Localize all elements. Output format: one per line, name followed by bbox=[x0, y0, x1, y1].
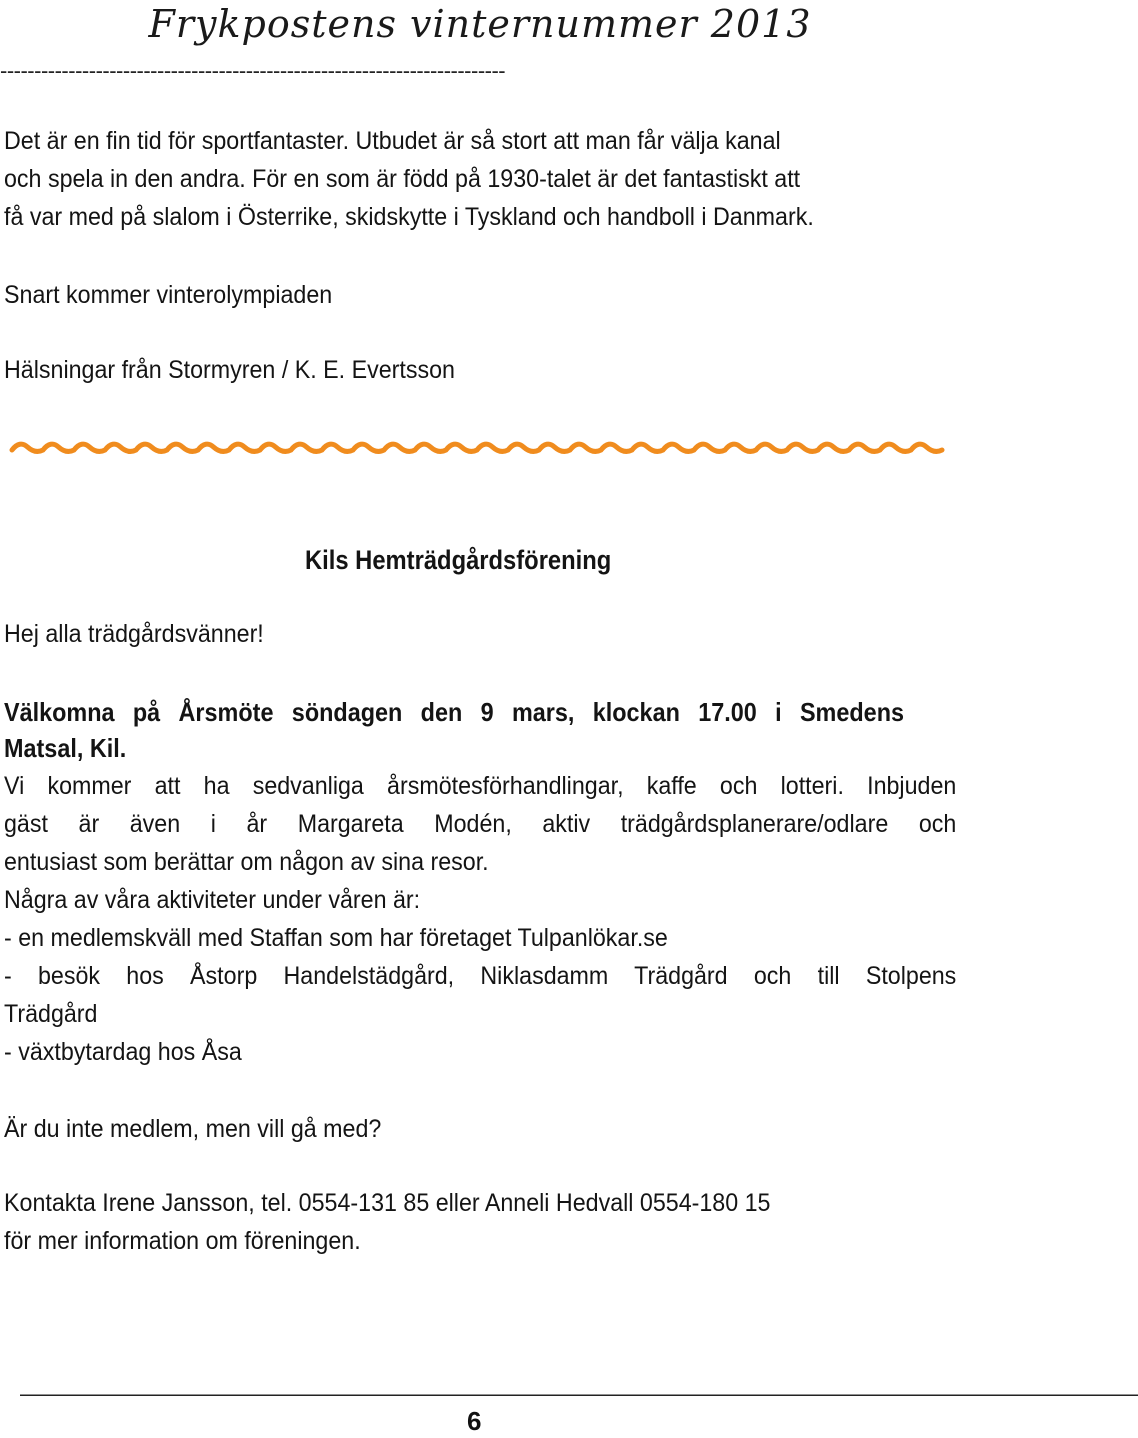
contact-info bbox=[4, 1184, 888, 1260]
activity-item: - besök hos Åstorp Handelstädgård, Niklasdamm Trädgård och till Stolpens bbox=[4, 962, 957, 990]
greeting-signature: Hälsningar från Stormyren / K. E. Evertsson bbox=[4, 356, 455, 384]
meeting-line: Välkomna på Årsmöte söndagen den 9 mars, klockan 17.00 i Smedens bbox=[4, 697, 904, 727]
org-heading: Kils Hemträdgårdsförening bbox=[305, 545, 612, 575]
contact-line: för mer information om föreningen. bbox=[4, 1227, 361, 1255]
activity-item: - en medlemskväll med Staffan som har företaget Tulpanlökar.se bbox=[4, 924, 668, 952]
salutation: Hej alla trädgårdsvänner! bbox=[4, 620, 264, 648]
olympics-note: Snart kommer vinterolympiaden bbox=[4, 281, 333, 309]
page-number: 6 bbox=[467, 1406, 482, 1436]
newsletter-title: Frykpostens vinternummer 2013 bbox=[148, 2, 812, 46]
sport-line: och spela in den andra. För en som är född på 1930-talet är det fantastiskt att bbox=[4, 165, 801, 193]
body-line: Vi kommer att ha sedvanliga årsmötesförhandlingar, kaffe och lotteri. Inbjuden bbox=[4, 772, 957, 800]
sport-line: Det är en fin tid för sportfantaster. Utbudet är så stort att man får välja kanal bbox=[4, 127, 781, 155]
membership-question: Är du inte medlem, men vill gå med? bbox=[4, 1115, 382, 1143]
body-line: Några av våra aktiviteter under våren är: bbox=[4, 886, 421, 914]
orange-wave-divider bbox=[10, 432, 942, 462]
contact-line: Kontakta Irene Jansson, tel. 0554-131 85 eller Anneli Hedvall 0554-180 15 bbox=[4, 1189, 771, 1217]
sport-line: få var med på slalom i Österrike, skidskytte i Tyskland och handboll i Danmark. bbox=[4, 203, 814, 231]
header-divider: -------------------------------------------------------------------------- bbox=[0, 58, 506, 83]
garden-body bbox=[4, 767, 956, 1071]
activity-item: - växtbytardag hos Åsa bbox=[4, 1038, 242, 1066]
activity-item: Trädgård bbox=[4, 1000, 98, 1028]
meeting-line: Matsal, Kil. bbox=[4, 733, 127, 763]
meeting-announcement bbox=[4, 694, 904, 766]
body-line: gäst är även i år Margareta Modén, aktiv trädgårdsplanerare/odlare och bbox=[4, 810, 957, 838]
sport-paragraph bbox=[4, 122, 888, 236]
body-line: entusiast som berättar om någon av sina resor. bbox=[4, 848, 489, 876]
footer-divider: ———————————————————————————————————————————————————— bbox=[20, 1381, 1138, 1406]
